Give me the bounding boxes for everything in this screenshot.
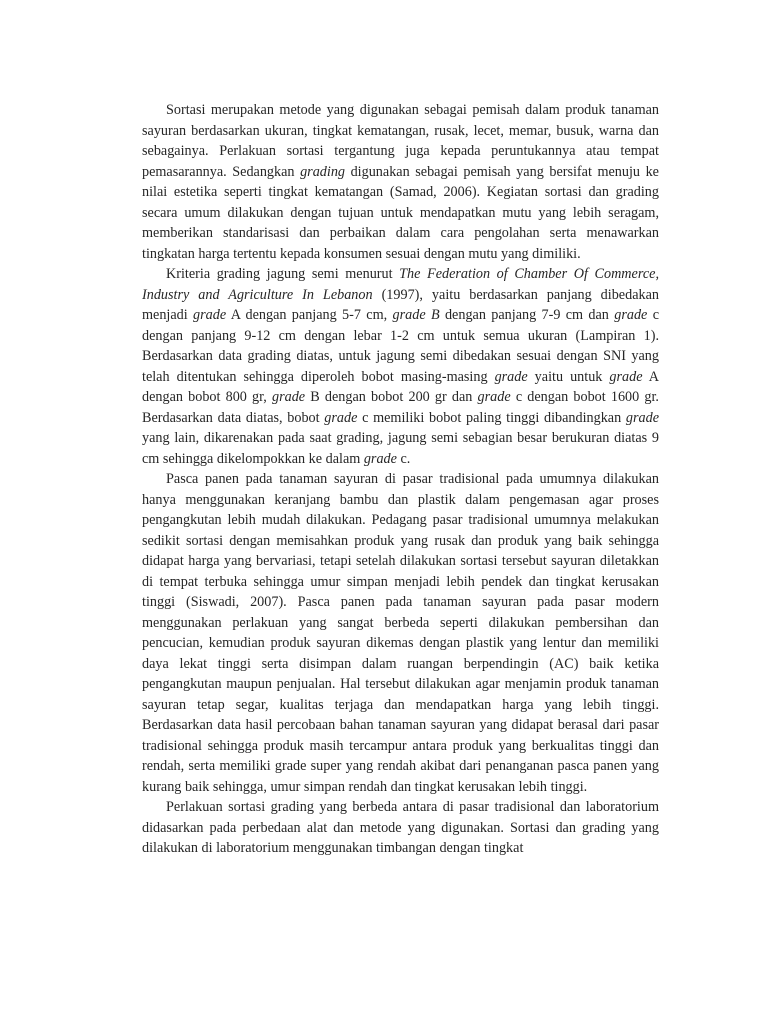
italic-term: grade (363, 450, 397, 467)
text-run: yaitu untuk (527, 368, 610, 385)
text-run: B dengan bobot 200 gr dan (305, 389, 478, 405)
text-run: yang lain, dikarenakan pada saat grading, jagung semi sebagian besar berukuran diatas 9 cm sehingga dikelompokkan ke dalam (142, 430, 659, 467)
italic-term: grade (477, 389, 511, 405)
italic-term: The Federation of Chamber Of Commerce, Industry and Agriculture In Lebanon (142, 266, 659, 303)
paragraph-grading-criteria (142, 264, 659, 469)
italic-term: grade (494, 368, 528, 385)
italic-term: grade (324, 409, 358, 426)
text-run: dengan panjang 7-9 cm dan (439, 307, 615, 323)
text-run: digunakan sebagai pemisah yang bersifat menuju ke nilai estetika seperti tingkat kematangan (Samad, 2006). Kegiatan sortasi dan grading secara umum dilakukan dengan tujuan untuk mendapatkan mutu yang lebih seragam, memberikan standarisasi dan perbaikan dalam cara pengolahan serta menawarkan tingkatan harga tertentu kepada konsumen sesuai dengan mutu yang dimiliki. (142, 163, 659, 262)
italic-term: grade B (392, 307, 440, 323)
text-run: A dengan bobot 800 gr, (142, 368, 659, 405)
text-run: c dengan bobot 1600 gr. Berdasarkan data diatas, bobot (142, 389, 659, 426)
italic-term: grade (193, 307, 227, 323)
paragraph-pasca-panen (142, 469, 659, 797)
text-run: (1997), yaitu berdasarkan panjang dibedakan menjadi (142, 286, 659, 323)
italic-term: grade (272, 389, 306, 405)
italic-term: grading (300, 163, 346, 180)
italic-term: grade (609, 368, 643, 385)
text-run: c. (396, 450, 411, 467)
text-run: Perlakuan sortasi grading yang berbeda antara di pasar tradisional dan laboratorium didasarkan pada perbedaan alat dan metode yang digunakan. Sortasi dan grading yang dilakukan di laboratorium menggunakan timbangan dengan tingkat (142, 799, 659, 856)
text-run: c dengan panjang 9-12 cm dengan lebar 1-2 cm untuk semua ukuran (Lampiran 1). Berdasarkan data grading diatas, untuk jagung semi dibedakan sesuai dengan SNI yang telah ditentukan sehingga diperoleh bobot masing-masing (142, 307, 659, 385)
paragraph-sortasi-definition (142, 100, 659, 264)
paragraph-perlakuan-sortasi (142, 797, 659, 859)
text-run: Kriteria grading jagung semi menurut (166, 266, 400, 282)
text-run: Pasca panen pada tanaman sayuran di pasar tradisional pada umumnya dilakukan hanya menggunakan keranjang bambu dan plastik dalam pengemasan agar proses pengangkutan lebih mudah dilakukan. Pedagang pasar tradisional umumnya melakukan sedikit sortasi dengan memisahkan produk yang rusak dan produk yang baik sehingga didapat harga yang bervariasi, tetapi setelah dilakukan sortasi tersebut sayuran diletakkan di tempat terbuka sehingga umur simpan menjadi lebih pendek dan tingkat kerusakan tinggi (Siswadi, 2007). Pasca panen pada tanaman sayuran pada pasar modern menggunakan perlakuan yang sangat berbeda seperti dilakukan pembersihan dan pencucian, kemudian produk sayuran dikemas dengan plastik yang lentur dan memiliki daya lekat tinggi serta disimpan dalam ruangan berpendingin (AC) baik ketika pengangkutan maupun penjualan. Hal tersebut dilakukan agar menjamin produk tanaman sayuran tetap segar, kualitas terjaga dan mendapatkan harga yang lebih tinggi. Berdasarkan data hasil percobaan bahan tanaman sayuran yang didapat berasal dari pasar tradisional sehingga produk masih tercampur antara produk yang berkualitas tinggi dan rendah, serta memiliki grade super yang rendah akibat dari penanganan pasca panen yang kurang baik sehingga, umur simpan rendah dan tingkat kerusakan lebih tinggi. (142, 471, 659, 795)
italic-term: grade (625, 409, 660, 426)
italic-term: grade (614, 307, 648, 323)
text-run: A dengan panjang 5-7 cm, (226, 307, 393, 323)
text-run: c memiliki bobot paling tinggi dibandingkan (357, 409, 626, 426)
text-run: Sortasi merupakan metode yang digunakan sebagai pemisah dalam produk tanaman sayuran berdasarkan ukuran, tingkat kematangan, rusak, lecet, memar, busuk, warna dan sebagainya. Perlakuan sortasi tergantung juga kepada peruntukannya atau tempat pemasarannya. Sedangkan (142, 102, 659, 180)
document-page (142, 100, 659, 859)
